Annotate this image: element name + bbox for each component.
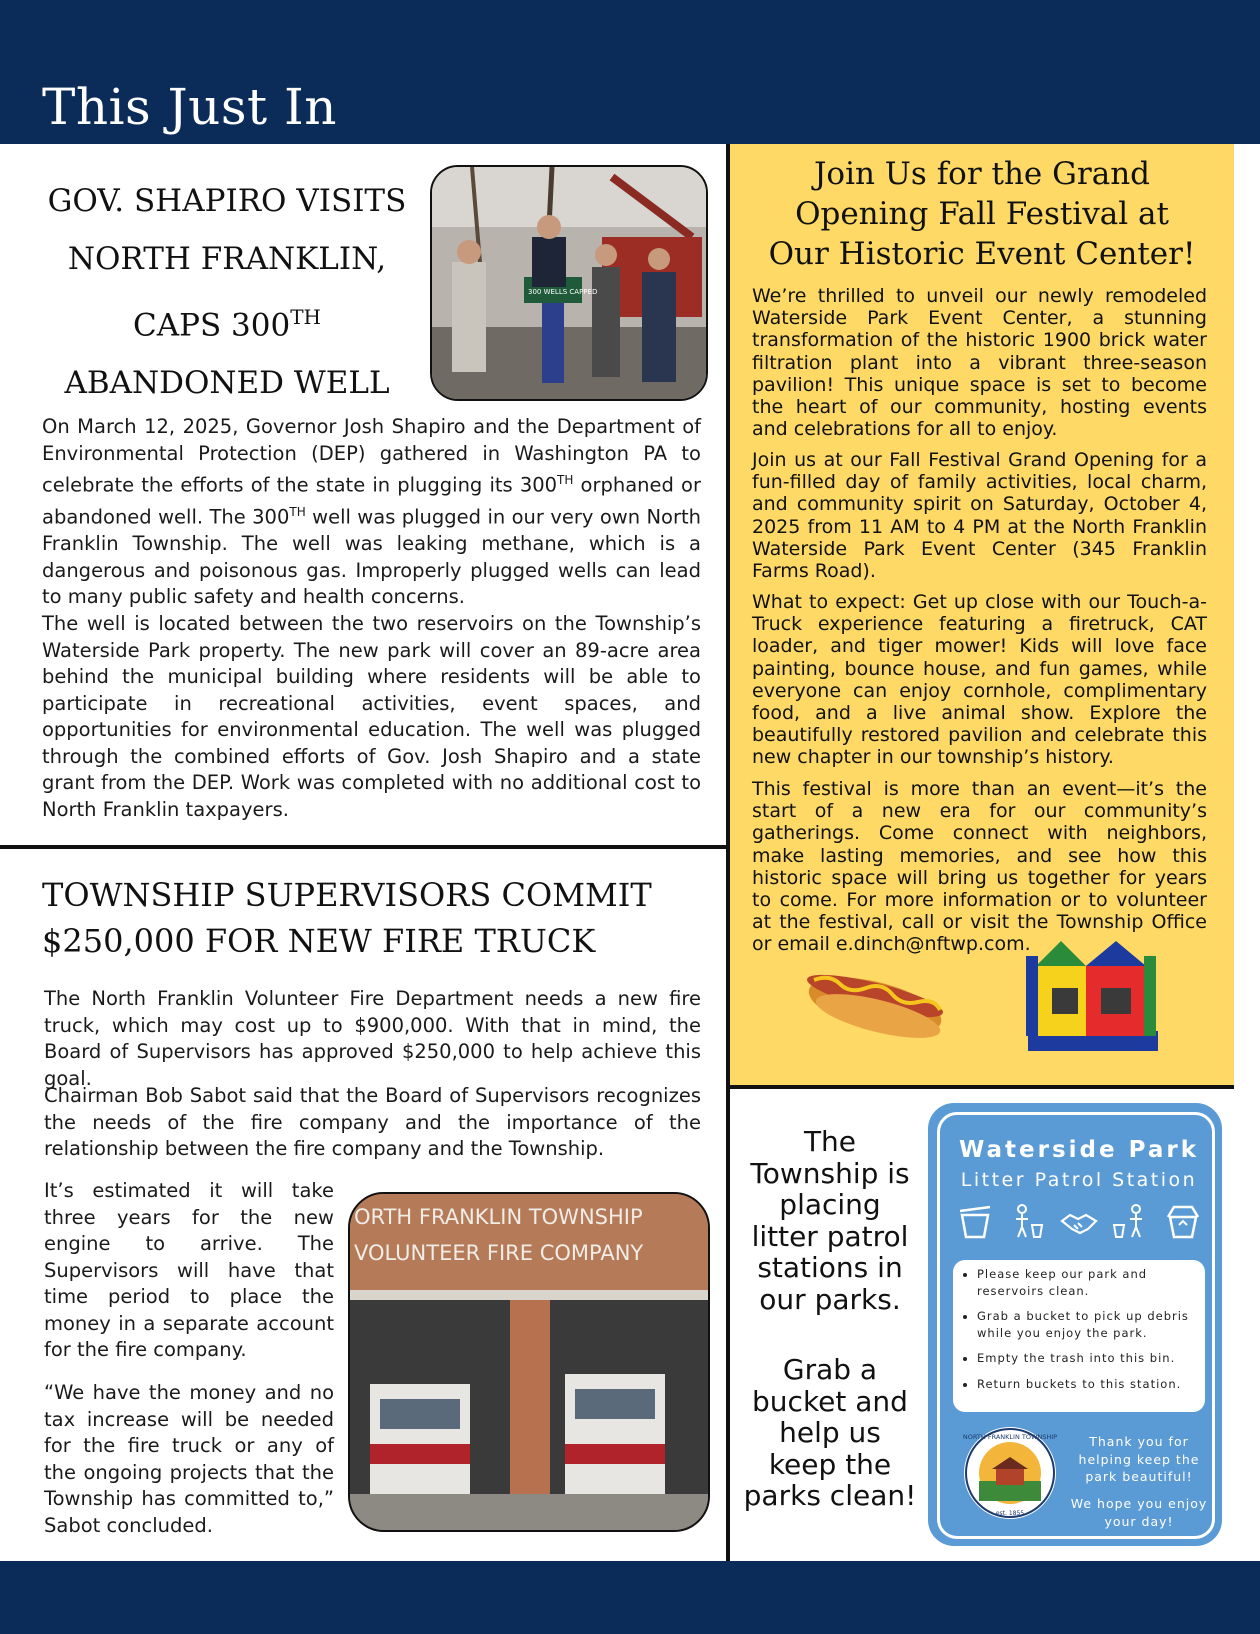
- paragraph-text: On March 12, 2025, Governor Josh Shapiro and the Department of Environmental Protection (DEP) gathered in Washington PA to celebrate the efforts of the state in plugging its 300: [42, 415, 701, 497]
- text-line: litter patrol: [751, 1219, 909, 1253]
- paragraph-text: well was plugged in our very own North Franklin Township. The well was leaking methane, which is a dangerous and poisonous gas. Improperly plugged wells can lead to many public safety and health concerns.: [42, 505, 701, 608]
- sign-rule: • Empty the trash into this bin.: [977, 1350, 1195, 1367]
- headline-line: ABANDONED WELL: [64, 365, 390, 402]
- township-seal-icon: [962, 1425, 1058, 1521]
- podium-sign-text: 300 WELLS CAPPED: [528, 288, 598, 296]
- bounce-house-icon: [1016, 936, 1166, 1056]
- text-line: our parks.: [759, 1282, 901, 1316]
- fire-station-photo: [348, 1192, 710, 1532]
- headline-line: GOV. SHAPIRO VISITS: [47, 183, 407, 219]
- text-line: The: [803, 1125, 857, 1158]
- title-line: Opening Fall Festival at: [795, 196, 1169, 232]
- headline-superscript: TH: [290, 305, 321, 329]
- sign-rules-box: [953, 1260, 1205, 1412]
- station-sign-line1: ORTH FRANKLIN TOWNSHIP: [354, 1205, 643, 1229]
- text-line: bucket and: [752, 1384, 908, 1418]
- litter-call-to-action: [740, 1354, 920, 1512]
- seal-text: NORTH FRANKLIN TOWNSHIP: [962, 1433, 1058, 1441]
- story-divider: [0, 845, 728, 849]
- title-line: Our Historic Event Center!: [768, 236, 1196, 272]
- story2-paragraph-2: Chairman Bob Sabot said that the Board of Supervisors recognizes the needs of the fire company and the importance of the relationship between the fire company and the Township.: [44, 1084, 701, 1160]
- text-line: keep the: [768, 1447, 892, 1481]
- sidebar-divider: [728, 1085, 1234, 1089]
- seal-year: est. 1855: [995, 1510, 1025, 1517]
- sign-enjoy: We hope you enjoy your day!: [1070, 1496, 1208, 1529]
- story1-paragraph-1: [42, 414, 701, 611]
- page-title: This Just In: [42, 78, 337, 136]
- sign-rule: • Grab a bucket to pick up debris while you enjoy the park.: [977, 1308, 1195, 1341]
- handshake-icon: [1060, 1203, 1098, 1241]
- story1-headline: [30, 172, 424, 412]
- recycle-bin-icon: [1164, 1203, 1202, 1241]
- story2-paragraph-4: “We have the money and no tax increase will be needed for the fire truck or any of the ongoing projects that the Township has committed to,” Sabot concluded.: [44, 1381, 334, 1537]
- superscript: TH: [557, 473, 574, 487]
- litter-patrol-sign: [928, 1103, 1222, 1546]
- story2-headline: [42, 872, 702, 964]
- paragraph-text: orphaned or abandoned well. The 300: [42, 473, 701, 529]
- text-line: help us: [779, 1416, 881, 1449]
- text-line: parks clean!: [743, 1479, 917, 1512]
- station-sign-line2: VOLUNTEER FIRE COMPANY: [354, 1241, 644, 1265]
- festival-announcement: [730, 144, 1234, 1085]
- text-line: placing: [779, 1188, 881, 1221]
- text-line: Grab a: [782, 1353, 878, 1386]
- story1-paragraph-2: The well is located between the two reservoirs on the Township’s Waterside Park property. The new park will cover an 89-acre area behind the municipal building where residents will be able to participate in recreational activities, event spaces, and opportunities for environmental education. The well was plugged through the combined efforts of Gov. Josh Shapiro and a state grant from the DEP. Work was completed with no additional cost to North Franklin taxpayers.: [42, 612, 701, 821]
- hotdog-icon: [800, 944, 950, 1044]
- sign-title: Waterside Park: [958, 1137, 1200, 1163]
- story2-paragraph-3: It’s estimated it will take three years for the new engine to arrive. The Supervisors will have that time period to place the money in a separate account for the fire company.: [44, 1179, 334, 1361]
- text-line: Township is: [750, 1156, 910, 1190]
- governor-event-photo: [430, 165, 708, 401]
- text-line: stations in: [757, 1251, 903, 1284]
- sign-icon-row: [956, 1203, 1202, 1243]
- footer-band: [0, 1561, 1260, 1634]
- sign-rule: • Please keep our park and reservoirs clean.: [977, 1266, 1195, 1299]
- festival-paragraph-3: What to expect: Get up close with our Touch-a-Truck experience featuring a firetruck, CAT loader, and tiger mower! Kids will love face painting, bounce house, and fun games, while everyone can enjoy cornhole, complimentary food, and a live animal show. Explore the beautifully restored pavilion and celebrate this new chapter in our township’s history.: [752, 591, 1207, 769]
- festival-paragraph-4: This festival is more than an event—it’s the start of a new era for our community’s gatherings. Come connect with neighbors, make lasting memories, and see how this historic space will bring us together for years to come. For more information or to volunteer at the festival, call or visit the Township Office or email e.dinch@nftwp.com.: [752, 778, 1207, 956]
- festival-title: [750, 154, 1214, 274]
- sign-thank-you: Thank you for helping keep the park beautiful!: [1078, 1434, 1200, 1484]
- person-litter-icon: [1008, 1203, 1046, 1241]
- story2-paragraph-1: The North Franklin Volunteer Fire Department needs a new fire truck, which may cost up to $900,000. With that in mind, the Board of Supervisors has approved $250,000 to help achieve this goal.: [44, 987, 701, 1090]
- litter-announcement: [740, 1126, 920, 1315]
- sign-rule: • Return buckets to this station.: [977, 1376, 1195, 1393]
- sign-subtitle: Litter Patrol Station: [960, 1169, 1198, 1191]
- title-line: Join Us for the Grand: [813, 156, 1151, 192]
- superscript: TH: [289, 505, 306, 519]
- person-recycle-icon: [1112, 1203, 1150, 1241]
- headline-line: NORTH FRANKLIN,: [67, 241, 387, 277]
- festival-paragraph-1: We’re thrilled to unveil our newly remodeled Waterside Park Event Center, a stunning transformation of the historic 1900 brick water filtration plant into a vibrant three-season pavilion! This unique space is set to become the heart of our community, hosting events and celebrations for all to enjoy.: [752, 285, 1207, 441]
- trash-bin-icon: [956, 1203, 994, 1241]
- headline-line: CAPS 300: [132, 307, 291, 344]
- sign-border: [937, 1112, 1215, 1539]
- festival-paragraph-2: Join us at our Fall Festival Grand Opening for a fun-filled day of family activities, local charm, and community spirit on Saturday, October 4, 2025 from 11 AM to 4 PM at the North Franklin Waterside Park Event Center (345 Franklin Farms Road).: [752, 449, 1207, 583]
- headline-line: $250,000 FOR NEW FIRE TRUCK: [42, 922, 596, 960]
- headline-line: TOWNSHIP SUPERVISORS COMMIT: [42, 876, 652, 914]
